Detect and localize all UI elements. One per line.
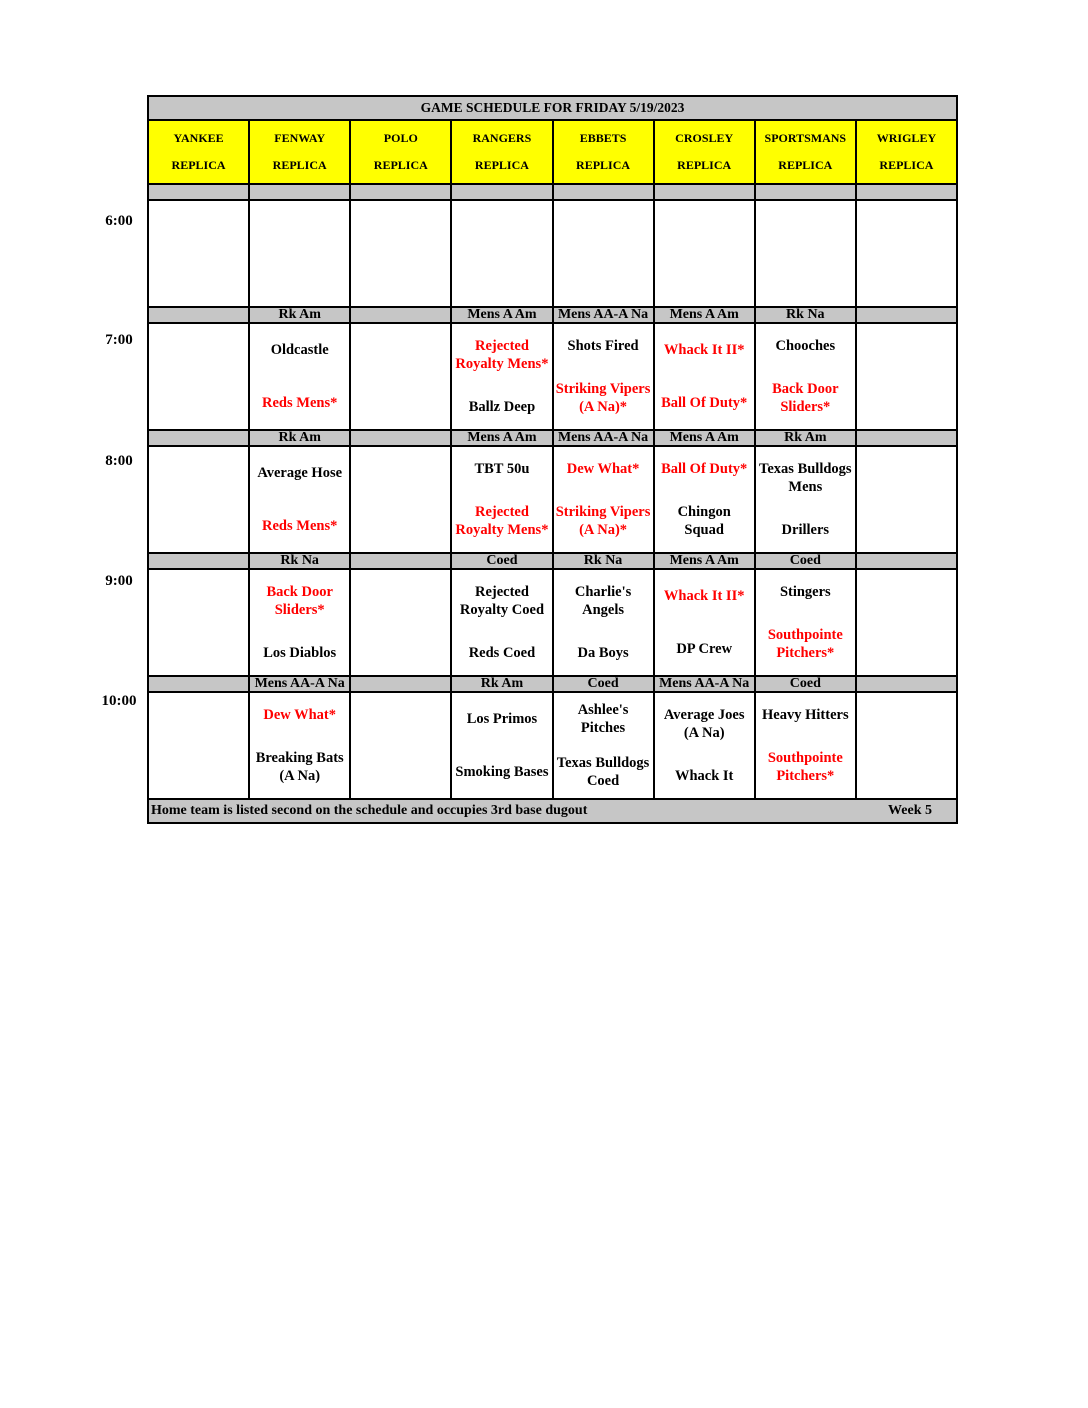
schedule-title: GAME SCHEDULE FOR FRIDAY 5/19/2023 — [149, 97, 956, 119]
time-slot-label: 7:00 — [105, 332, 133, 348]
division-label — [857, 677, 956, 691]
game-cell — [655, 693, 754, 798]
game-cell — [250, 570, 349, 675]
home-team: Rejected Royalty Mens* — [455, 504, 549, 539]
division-label — [857, 185, 956, 199]
field-name: POLO — [383, 131, 418, 145]
game-cell — [756, 693, 855, 798]
division-label — [149, 308, 248, 322]
field-subtitle: REPLICA — [677, 158, 732, 172]
away-team: Chooches — [775, 337, 836, 354]
home-team: Reds Coed — [468, 645, 536, 662]
game-cell — [655, 324, 754, 429]
field-subtitle: REPLICA — [778, 158, 833, 172]
field-subtitle: REPLICA — [576, 158, 631, 172]
away-team: Rejected Royalty Coed — [459, 583, 545, 618]
away-team: Oldcastle — [270, 342, 329, 359]
game-cell — [250, 201, 349, 306]
home-team: Drillers — [781, 522, 830, 539]
division-label — [857, 308, 956, 322]
game-cell — [149, 324, 248, 429]
away-team: Whack It II* — [663, 342, 745, 359]
division-label: Rk Na — [554, 554, 653, 568]
footer-bar — [149, 800, 956, 822]
division-label: Rk Am — [250, 308, 349, 322]
home-team: Ballz Deep — [468, 399, 536, 416]
division-label: Rk Am — [250, 431, 349, 445]
division-label: Coed — [554, 677, 653, 691]
game-cell — [756, 447, 855, 552]
away-team: Dew What* — [566, 460, 640, 477]
division-label: Coed — [756, 554, 855, 568]
game-cell — [756, 324, 855, 429]
division-label — [149, 431, 248, 445]
division-label — [351, 308, 450, 322]
home-team: Reds Mens* — [262, 394, 338, 411]
field-header-polo — [351, 121, 450, 183]
division-label: Coed — [452, 554, 551, 568]
home-team: Southpointe Pitchers* — [767, 627, 843, 662]
division-label — [351, 431, 450, 445]
game-cell — [554, 324, 653, 429]
game-cell — [655, 570, 754, 675]
game-cell — [857, 201, 956, 306]
game-cell — [149, 201, 248, 306]
away-team: Stingers — [779, 583, 831, 600]
home-team: Ball Of Duty* — [661, 394, 748, 411]
game-cell — [756, 201, 855, 306]
division-label: Mens A Am — [655, 308, 754, 322]
field-subtitle: REPLICA — [171, 158, 226, 172]
division-label — [756, 185, 855, 199]
game-cell — [351, 447, 450, 552]
game-cell — [756, 570, 855, 675]
division-label — [351, 185, 450, 199]
time-slot-label: 9:00 — [105, 573, 133, 589]
game-cell — [250, 693, 349, 798]
time-slot-label: 8:00 — [105, 453, 133, 469]
game-cell — [149, 570, 248, 675]
game-cell — [857, 693, 956, 798]
time-slot-label: 10:00 — [101, 693, 137, 709]
footer-note: Home team is listed second on the schedule and occupies 3rd base dugout — [151, 803, 588, 818]
game-cell — [351, 570, 450, 675]
away-team: Rejected Royalty Mens* — [455, 337, 549, 372]
game-cell — [452, 693, 551, 798]
field-subtitle: REPLICA — [474, 158, 529, 172]
time-column — [0, 0, 148, 800]
away-team: Shots Fired — [567, 337, 639, 354]
field-name: YANKEE — [173, 131, 224, 145]
field-name: FENWAY — [274, 131, 326, 145]
game-cell — [250, 447, 349, 552]
week-label: Week 5 — [888, 803, 932, 818]
division-label: Rk Am — [756, 431, 855, 445]
game-cell — [554, 201, 653, 306]
division-label — [149, 185, 248, 199]
home-team: Da Boys — [577, 645, 629, 662]
field-header-sportsmans — [756, 121, 855, 183]
away-team: TBT 50u — [474, 460, 530, 477]
away-team: Dew What* — [263, 706, 336, 723]
away-team: Ashlee's Pitches — [577, 702, 629, 737]
away-team: Whack It II* — [663, 588, 745, 605]
away-team: Los Primos — [466, 711, 538, 728]
field-header-wrigley — [857, 121, 956, 183]
division-label — [149, 554, 248, 568]
home-team: Reds Mens* — [262, 517, 338, 534]
away-team: Texas Bulldogs Mens — [759, 460, 852, 495]
home-team: Southpointe Pitchers* — [767, 750, 843, 785]
away-team: Charlie's Angels — [574, 583, 632, 618]
game-cell — [452, 324, 551, 429]
division-label — [452, 185, 551, 199]
away-team: Ball Of Duty* — [661, 460, 748, 477]
home-team: Chingon Squad — [677, 504, 731, 539]
field-header-crosley — [655, 121, 754, 183]
home-team: Striking Vipers (A Na)* — [555, 381, 651, 416]
game-cell — [351, 324, 450, 429]
game-cell — [351, 201, 450, 306]
game-cell — [857, 447, 956, 552]
game-cell — [554, 570, 653, 675]
division-label — [857, 554, 956, 568]
home-team: Smoking Bases — [455, 763, 549, 780]
field-header-fenway — [250, 121, 349, 183]
game-cell — [250, 324, 349, 429]
game-cell — [857, 324, 956, 429]
game-cell — [655, 201, 754, 306]
field-header-yankee — [149, 121, 248, 183]
game-cell — [554, 693, 653, 798]
division-label: Mens A Am — [452, 308, 551, 322]
game-cell — [655, 447, 754, 552]
division-label: Rk Na — [250, 554, 349, 568]
home-team: Back Door Sliders* — [772, 381, 839, 416]
home-team: DP Crew — [676, 640, 733, 657]
away-team: Heavy Hitters — [762, 706, 849, 723]
schedule-grid — [147, 95, 958, 824]
division-label — [250, 185, 349, 199]
field-subtitle: REPLICA — [373, 158, 428, 172]
division-label — [655, 185, 754, 199]
field-name: WRIGLEY — [876, 131, 937, 145]
game-cell — [452, 201, 551, 306]
division-label: Mens A Am — [655, 431, 754, 445]
game-cell — [452, 447, 551, 552]
division-label: Mens A Am — [655, 554, 754, 568]
field-name: SPORTSMANS — [764, 131, 847, 145]
division-label — [149, 677, 248, 691]
game-cell — [149, 447, 248, 552]
division-label: Rk Na — [756, 308, 855, 322]
game-cell — [351, 693, 450, 798]
field-subtitle: REPLICA — [272, 158, 327, 172]
division-label: Mens AA-A Na — [250, 677, 349, 691]
division-label — [351, 554, 450, 568]
field-name: EBBETS — [579, 131, 627, 145]
game-cell — [554, 447, 653, 552]
division-label: Mens AA-A Na — [554, 308, 653, 322]
game-cell — [452, 570, 551, 675]
away-team: Back Door Sliders* — [266, 583, 333, 618]
home-team: Breaking Bats (A Na) — [255, 750, 344, 785]
division-label: Mens A Am — [452, 431, 551, 445]
field-header-rangers — [452, 121, 551, 183]
home-team: Texas Bulldogs Coed — [556, 754, 650, 789]
game-cell — [857, 570, 956, 675]
field-header-ebbets — [554, 121, 653, 183]
field-name: RANGERS — [472, 131, 532, 145]
division-label: Coed — [756, 677, 855, 691]
division-label: Mens AA-A Na — [554, 431, 653, 445]
game-cell — [149, 693, 248, 798]
division-label: Mens AA-A Na — [655, 677, 754, 691]
division-label — [554, 185, 653, 199]
away-team: Average Joes (A Na) — [663, 706, 745, 741]
home-team: Los Diablos — [263, 645, 337, 662]
home-team: Whack It — [674, 768, 734, 785]
time-slot-label: 6:00 — [105, 213, 133, 229]
division-label: Rk Am — [452, 677, 551, 691]
home-team: Striking Vipers (A Na)* — [555, 504, 651, 539]
division-label — [351, 677, 450, 691]
field-subtitle: REPLICA — [879, 158, 934, 172]
division-label — [857, 431, 956, 445]
field-name: CROSLEY — [675, 131, 734, 145]
away-team: Average Hose — [257, 465, 343, 482]
